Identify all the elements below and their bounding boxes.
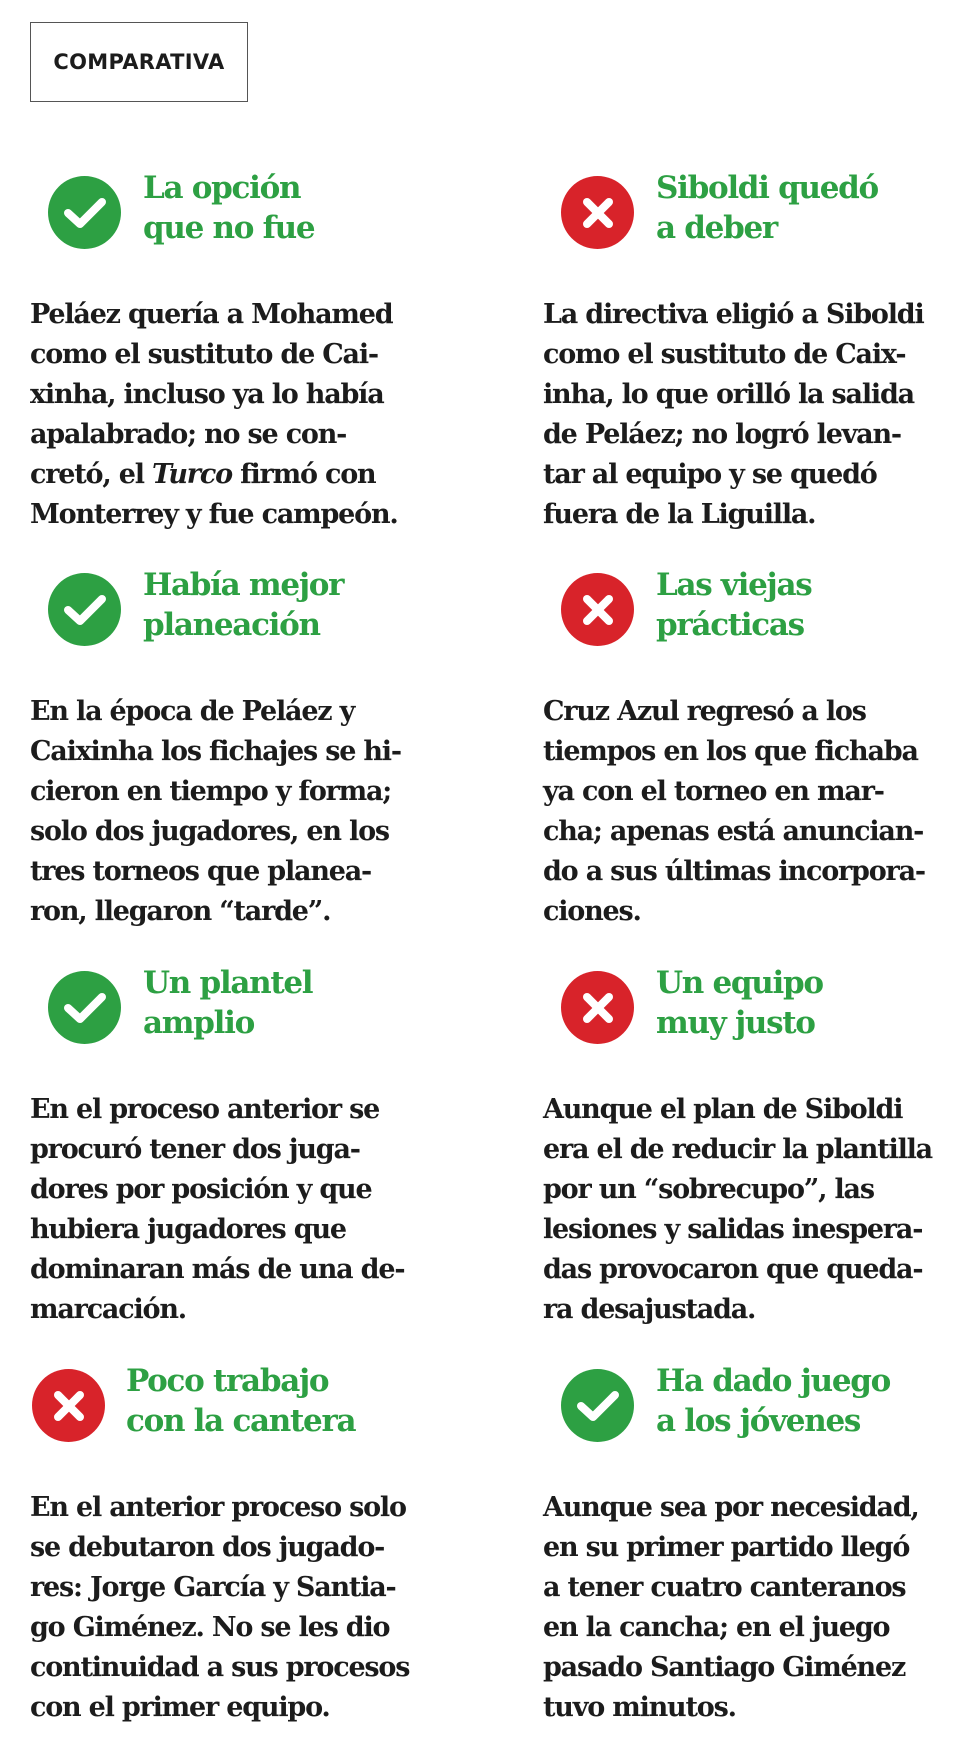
cross-icon (561, 971, 634, 1044)
section-tag (30, 22, 248, 102)
cross-icon (561, 176, 634, 249)
check-icon (561, 1369, 634, 1442)
card-heading: Ha dado juego a los jóvenes (656, 1363, 891, 1439)
comparison-card-1 (30, 170, 460, 530)
card-heading: Un equipo muy justo (656, 965, 823, 1041)
card-body-text: Peláez quería a Mohamed como el sustituto de Cai- xinha, incluso ya lo había apalabrado; no se con- cretó, el (30, 299, 393, 490)
comparison-card-7 (30, 1363, 460, 1723)
card-body: Cruz Azul regresó a los tiempos en los que fichaba ya con el torneo en mar- cha; apenas está anuncian- do a sus últimas incorpora- ciones. (543, 696, 925, 927)
card-body: Aunque el plan de Siboldi era el de reducir la plantilla por un “sobrecupo”, las lesiones y salidas inespera- das provocaron que queda- ra desajustada. (543, 1094, 932, 1325)
comparison-card-6 (543, 965, 958, 1325)
comparison-card-4 (543, 567, 958, 927)
comparison-card-3 (30, 567, 460, 927)
card-body: En el proceso anterior se procuró tener dos juga- dores por posición y que hubiera jugadores que dominaran más de una de- marcación. (30, 1094, 405, 1325)
check-icon (48, 573, 121, 646)
card-body: La directiva eligió a Siboldi como el sustituto de Caix- inha, lo que orilló la salida de Peláez; no logró levan- tar al equipo y se quedó fuera de la Liguilla. (543, 299, 924, 530)
check-icon (48, 971, 121, 1044)
card-heading: Poco trabajo con la cantera (126, 1363, 356, 1439)
card-heading: Las viejas prácticas (656, 567, 812, 643)
card-body-emphasis: Turco (151, 459, 232, 490)
card-heading: Siboldi quedó a deber (656, 170, 878, 246)
cross-icon (561, 573, 634, 646)
card-body: Aunque sea por necesidad, en su primer partido llegó a tener cuatro canteranos en la cancha; en el juego pasado Santiago Giménez tuvo minutos. (543, 1492, 919, 1723)
card-heading: Un plantel amplio (143, 965, 313, 1041)
comparison-card-2 (543, 170, 958, 530)
card-body: En la época de Peláez y Caixinha los fichajes se hi- cieron en tiempo y forma; solo dos jugadores, en los tres torneos que planea- ron, llegaron “tarde”. (30, 696, 401, 927)
card-heading: La opción que no fue (143, 170, 315, 246)
card-heading: Había mejor planeación (143, 567, 344, 643)
section-tag-label: COMPARATIVA (53, 50, 225, 74)
card-body-text: firmó con Monterrey y fue campeón. (30, 459, 398, 530)
comparison-card-8 (543, 1363, 958, 1723)
card-body: En el anterior proceso solo se debutaron dos jugado- res: Jorge García y Santia- go Giménez. No se les dio continuidad a sus procesos con el primer equipo. (30, 1492, 410, 1723)
comparison-card-5 (30, 965, 460, 1325)
check-icon (48, 176, 121, 249)
cross-icon (32, 1369, 105, 1442)
card-body (30, 295, 470, 535)
